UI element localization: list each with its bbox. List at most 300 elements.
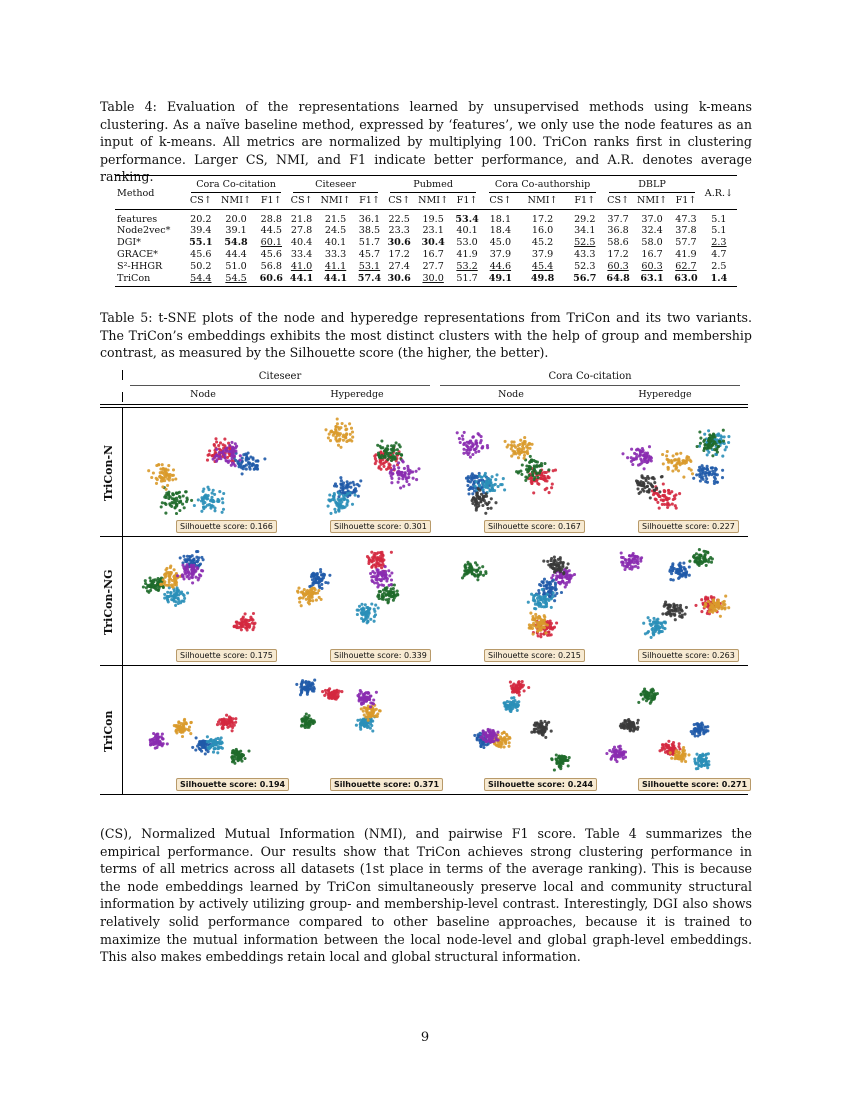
scatter-point (243, 757, 246, 760)
scatter-point (711, 604, 714, 607)
scatter-point (173, 593, 176, 596)
scatter-point (656, 626, 659, 629)
scatter-point (550, 557, 553, 560)
scatter-point (528, 447, 531, 450)
scatter-point (709, 556, 712, 559)
scatter-point (476, 736, 479, 739)
scatter-point (688, 565, 691, 568)
scatter-point (645, 479, 648, 482)
scatter-point (698, 548, 701, 551)
scatter-point (242, 465, 245, 468)
scatter-point (154, 742, 157, 745)
scatter-point (634, 565, 637, 568)
scatter-point (462, 443, 465, 446)
scatter-point (333, 508, 336, 511)
scatter-point (496, 731, 499, 734)
scatter-point (680, 569, 683, 572)
scatter-point (165, 488, 168, 491)
scatter-point (481, 565, 484, 568)
scatter-point (467, 448, 470, 451)
scatter-point (230, 441, 233, 444)
scatter-point (300, 683, 303, 686)
value-cell: 41.1 (324, 260, 347, 272)
scatter-point (704, 553, 707, 556)
scatter-point (381, 574, 384, 577)
scatter-point (628, 554, 631, 557)
scatter-point (509, 681, 512, 684)
scatter-point (231, 750, 234, 753)
value-cell: 30.0 (422, 272, 444, 284)
scatter-point (632, 723, 635, 726)
scatter-point (674, 493, 677, 496)
scatter-point (218, 451, 221, 454)
scatter-point (219, 455, 222, 458)
scatter-point (626, 726, 629, 729)
scatter-point (161, 485, 164, 488)
scatter-point (503, 488, 506, 491)
scatter-point (649, 694, 652, 697)
scatter-point (647, 489, 650, 492)
scatter-point (350, 427, 353, 430)
tsne-plot (590, 541, 744, 665)
value-cell: 36.8 (607, 225, 629, 237)
scatter-point (702, 550, 705, 553)
scatter-point (189, 732, 192, 735)
scatter-point (185, 490, 188, 493)
scatter-point (456, 431, 459, 434)
header-rule (100, 407, 748, 408)
metric-header: CS↑ (189, 194, 212, 206)
scatter-point (486, 507, 489, 510)
scatter-point (507, 745, 510, 748)
method-cell: GRACE* (117, 248, 158, 260)
scatter-point (663, 503, 666, 506)
group-underline (130, 385, 430, 386)
scatter-point (545, 724, 548, 727)
scatter-point (652, 698, 655, 701)
scatter-point (545, 487, 548, 490)
scatter-point (370, 579, 373, 582)
scatter-point (466, 569, 469, 572)
table-row (115, 261, 737, 273)
scatter-point (700, 554, 703, 557)
scatter-point (519, 470, 522, 473)
scatter-point (382, 465, 385, 468)
scatter-point (214, 437, 217, 440)
scatter-point (663, 489, 666, 492)
scatter-point (380, 597, 383, 600)
scatter-point (654, 693, 657, 696)
scatter-point (370, 724, 373, 727)
scatter-point (698, 733, 701, 736)
scatter-point (681, 750, 684, 753)
scatter-point (639, 457, 642, 460)
scatter-point (711, 454, 714, 457)
scatter-point (168, 578, 171, 581)
scatter-point (190, 576, 193, 579)
scatter-point (369, 618, 372, 621)
scatter-point (700, 610, 703, 613)
scatter-point (469, 487, 472, 490)
scatter-point (215, 460, 218, 463)
scatter-point (374, 457, 377, 460)
scatter-point (338, 434, 341, 437)
scatter-point (367, 696, 370, 699)
scatter-point (725, 446, 728, 449)
scatter-point (162, 467, 165, 470)
scatter-point (249, 616, 252, 619)
value-cell: 58.6 (607, 237, 629, 249)
value-cell: 28.8 (260, 213, 282, 225)
scatter-point (179, 556, 182, 559)
table5-caption: Table 5: t-SNE plots of the node and hyperedge representations from TriCon and its two variants. The TriCon’s embeddings exhibits the most distinct clusters with the help of group and membership contrast, as measured by the Silhouette score (the higher, the better). (100, 310, 752, 361)
scatter-point (568, 579, 571, 582)
scatter-point (171, 474, 174, 477)
scatter-point (181, 735, 184, 738)
scatter-point (618, 751, 621, 754)
scatter-point (170, 591, 173, 594)
scatter-point (484, 731, 487, 734)
scatter-point (397, 481, 400, 484)
scatter-point (235, 625, 238, 628)
scatter-point (666, 458, 669, 461)
scatter-point (183, 597, 186, 600)
scatter-point (374, 565, 377, 568)
scatter-point (471, 492, 474, 495)
scatter-point (359, 728, 362, 731)
scatter-point (315, 599, 318, 602)
scatter-point (473, 489, 476, 492)
scatter-point (515, 470, 518, 473)
scatter-point (178, 491, 181, 494)
scatter-point (356, 483, 359, 486)
scatter-point (707, 600, 710, 603)
scatter-point (696, 767, 699, 770)
scatter-point (560, 581, 563, 584)
scatter-point (401, 474, 404, 477)
scatter-point (321, 690, 324, 693)
scatter-point (246, 628, 249, 631)
scatter-point (306, 693, 309, 696)
scatter-point (675, 507, 678, 510)
scatter-point (699, 479, 702, 482)
value-cell: 51.7 (456, 272, 478, 284)
value-cell: 37.7 (607, 213, 629, 225)
scatter-point (677, 457, 680, 460)
scatter-point (327, 689, 330, 692)
scatter-point (506, 707, 509, 710)
scatter-point (175, 512, 178, 515)
scatter-point (196, 566, 199, 569)
scatter-point (478, 485, 481, 488)
value-cell: 44.1 (289, 272, 314, 284)
scatter-point (338, 507, 341, 510)
scatter-point (377, 454, 380, 457)
scatter-point (388, 593, 391, 596)
value-cell: 41.0 (290, 260, 313, 272)
scatter-point (542, 474, 545, 477)
tsne-scatter (436, 670, 590, 778)
scatter-point (553, 599, 556, 602)
scatter-point (492, 484, 495, 487)
scatter-point (514, 704, 517, 707)
scatter-point (209, 499, 212, 502)
scatter-point (236, 461, 239, 464)
scatter-point (612, 754, 615, 757)
tsne-scatter (128, 670, 282, 778)
table-row (115, 225, 737, 237)
scatter-point (672, 498, 675, 501)
scatter-point (355, 724, 358, 727)
scatter-point (341, 422, 344, 425)
scatter-point (561, 762, 564, 765)
scatter-point (155, 588, 158, 591)
scatter-point (462, 452, 465, 455)
scatter-point (229, 450, 232, 453)
scatter-point (379, 468, 382, 471)
scatter-point (701, 475, 704, 478)
scatter-point (688, 459, 691, 462)
scatter-point (244, 623, 247, 626)
scatter-point (334, 511, 337, 514)
scatter-point (397, 472, 400, 475)
scatter-point (179, 728, 182, 731)
scatter-point (415, 470, 418, 473)
scatter-point (318, 596, 321, 599)
scatter-point (348, 422, 351, 425)
value-cell: 40.4 (290, 237, 313, 249)
scatter-point (406, 476, 409, 479)
scatter-point (380, 579, 383, 582)
body-paragraph: (CS), Normalized Mutual Information (NMI), and pairwise F1 score. Table 4 summarizes the empirical performance. Our results show that TriCon achieves strong clustering performance in terms of all metrics across all datasets (1st place in terms of the average ranking). This is because the node embeddings learned by TriCon simultaneously preserve local and community structural information by actively utilizing group- and membership-level contrast. Interestingly, DGI also shows relatively solid performance compared to other baseline approaches, because it is trained to maximize the mutual information between the local node-level and global graph-level embeddings. This also makes embeddings retain local and global structural information. (100, 826, 752, 965)
scatter-point (658, 507, 661, 510)
scatter-point (379, 709, 382, 712)
scatter-point (552, 567, 555, 570)
scatter-point (539, 595, 542, 598)
scatter-point (504, 737, 507, 740)
scatter-point (477, 502, 480, 505)
scatter-point (684, 568, 687, 571)
scatter-point (353, 489, 356, 492)
scatter-point (649, 702, 652, 705)
scatter-point (335, 690, 338, 693)
scatter-point (639, 693, 642, 696)
scatter-point (197, 578, 200, 581)
scatter-point (179, 500, 182, 503)
scatter-point (707, 760, 710, 763)
scatter-point (206, 459, 209, 462)
scatter-point (623, 568, 626, 571)
scatter-point (320, 578, 323, 581)
scatter-point (176, 586, 179, 589)
value-cell: 45.0 (489, 237, 512, 249)
scatter-point (513, 686, 516, 689)
scatter-point (548, 634, 551, 637)
value-cell: 52.5 (574, 237, 596, 249)
scatter-point (478, 732, 481, 735)
scatter-point (544, 631, 547, 634)
scatter-point (517, 703, 520, 706)
table-row (115, 249, 737, 261)
scatter-point (340, 500, 343, 503)
scatter-point (304, 688, 307, 691)
scatter-point (310, 682, 313, 685)
scatter-point (523, 436, 526, 439)
scatter-point (300, 604, 303, 607)
scatter-point (671, 564, 674, 567)
scatter-point (215, 440, 218, 443)
scatter-point (232, 447, 235, 450)
scatter-point (706, 766, 709, 769)
scatter-point (459, 441, 462, 444)
scatter-point (555, 578, 558, 581)
metric-header: F1↑ (456, 194, 478, 206)
scatter-point (532, 594, 535, 597)
metric-header: CS↑ (607, 194, 630, 206)
scatter-point (678, 742, 681, 745)
scatter-point (252, 626, 255, 629)
scatter-point (664, 621, 667, 624)
scatter-point (240, 628, 243, 631)
method-cell: S²-HHGR (117, 260, 163, 272)
scatter-point (351, 430, 354, 433)
value-cell: 53.1 (358, 260, 381, 272)
scatter-point (701, 760, 704, 763)
scatter-point (696, 445, 699, 448)
scatter-point (706, 453, 709, 456)
scatter-point (550, 587, 553, 590)
scatter-point (555, 588, 558, 591)
scatter-point (704, 762, 707, 765)
scatter-point (213, 444, 216, 447)
scatter-point (384, 565, 387, 568)
scatter-point (322, 573, 325, 576)
metric-header: NMI↑ (221, 194, 252, 206)
page-number: 9 (420, 1030, 430, 1045)
scatter-point (479, 500, 482, 503)
scatter-point (477, 574, 480, 577)
scatter-point (175, 731, 178, 734)
scatter-point (471, 436, 474, 439)
scatter-point (163, 479, 166, 482)
scatter-point (175, 577, 178, 580)
value-cell: 45.6 (260, 248, 282, 260)
scatter-point (685, 606, 688, 609)
scatter-point (167, 473, 170, 476)
value-cell: 27.7 (422, 260, 444, 272)
scatter-point (217, 500, 220, 503)
scatter-point (352, 481, 355, 484)
scatter-point (367, 719, 370, 722)
scatter-point (702, 440, 705, 443)
scatter-point (346, 499, 349, 502)
scatter-point (542, 560, 545, 563)
value-cell: 40.1 (456, 225, 478, 237)
scatter-point (557, 558, 560, 561)
scatter-point (693, 728, 696, 731)
scatter-point (158, 475, 161, 478)
scatter-point (676, 609, 679, 612)
scatter-point (661, 743, 664, 746)
value-cell: 52.3 (574, 260, 596, 272)
scatter-point (199, 574, 202, 577)
scatter-point (388, 574, 391, 577)
column-title: Node (190, 389, 216, 400)
scatter-point (388, 584, 391, 587)
scatter-point (677, 745, 680, 748)
scatter-point (704, 602, 707, 605)
scatter-point (373, 620, 376, 623)
group-header: Pubmed (390, 179, 476, 193)
scatter-point (163, 593, 166, 596)
scatter-point (253, 468, 256, 471)
scatter-point (545, 727, 548, 730)
scatter-point (333, 432, 336, 435)
scatter-point (620, 551, 623, 554)
scatter-point (247, 749, 250, 752)
group-header: Cora Co-citation (191, 179, 280, 193)
header-divider (122, 392, 123, 402)
scatter-point (473, 448, 476, 451)
scatter-point (631, 554, 634, 557)
value-cell: 57.7 (675, 237, 697, 249)
scatter-point (325, 691, 328, 694)
scatter-point (208, 449, 211, 452)
scatter-point (724, 448, 727, 451)
scatter-point (339, 446, 342, 449)
scatter-point (365, 611, 368, 614)
scatter-point (700, 722, 703, 725)
scatter-point (363, 618, 366, 621)
scatter-point (685, 573, 688, 576)
scatter-point (715, 447, 718, 450)
metric-header: CS↑ (489, 194, 512, 206)
scatter-point (415, 478, 418, 481)
scatter-point (497, 485, 500, 488)
scatter-point (300, 723, 303, 726)
scatter-point (221, 497, 224, 500)
scatter-point (485, 743, 488, 746)
scatter-point (197, 498, 200, 501)
scatter-point (458, 437, 461, 440)
scatter-point (389, 470, 392, 473)
scatter-point (376, 585, 379, 588)
scatter-point (521, 463, 524, 466)
scatter-point (207, 454, 210, 457)
scatter-point (386, 458, 389, 461)
scatter-point (206, 735, 209, 738)
scatter-point (369, 701, 372, 704)
scatter-point (552, 592, 555, 595)
scatter-point (399, 445, 402, 448)
scatter-point (375, 691, 378, 694)
scatter-point (417, 467, 420, 470)
scatter-point (698, 559, 701, 562)
scatter-point (379, 563, 382, 566)
tsne-scatter (282, 412, 436, 520)
value-cell: 23.3 (388, 225, 410, 237)
scatter-point (543, 578, 546, 581)
scatter-point (705, 753, 708, 756)
value-cell: 57.4 (357, 272, 382, 284)
scatter-point (541, 733, 544, 736)
scatter-point (175, 724, 178, 727)
scatter-point (345, 440, 348, 443)
value-cell: 44.1 (323, 272, 348, 284)
scatter-point (626, 456, 629, 459)
scatter-point (712, 472, 715, 475)
scatter-point (559, 764, 562, 767)
